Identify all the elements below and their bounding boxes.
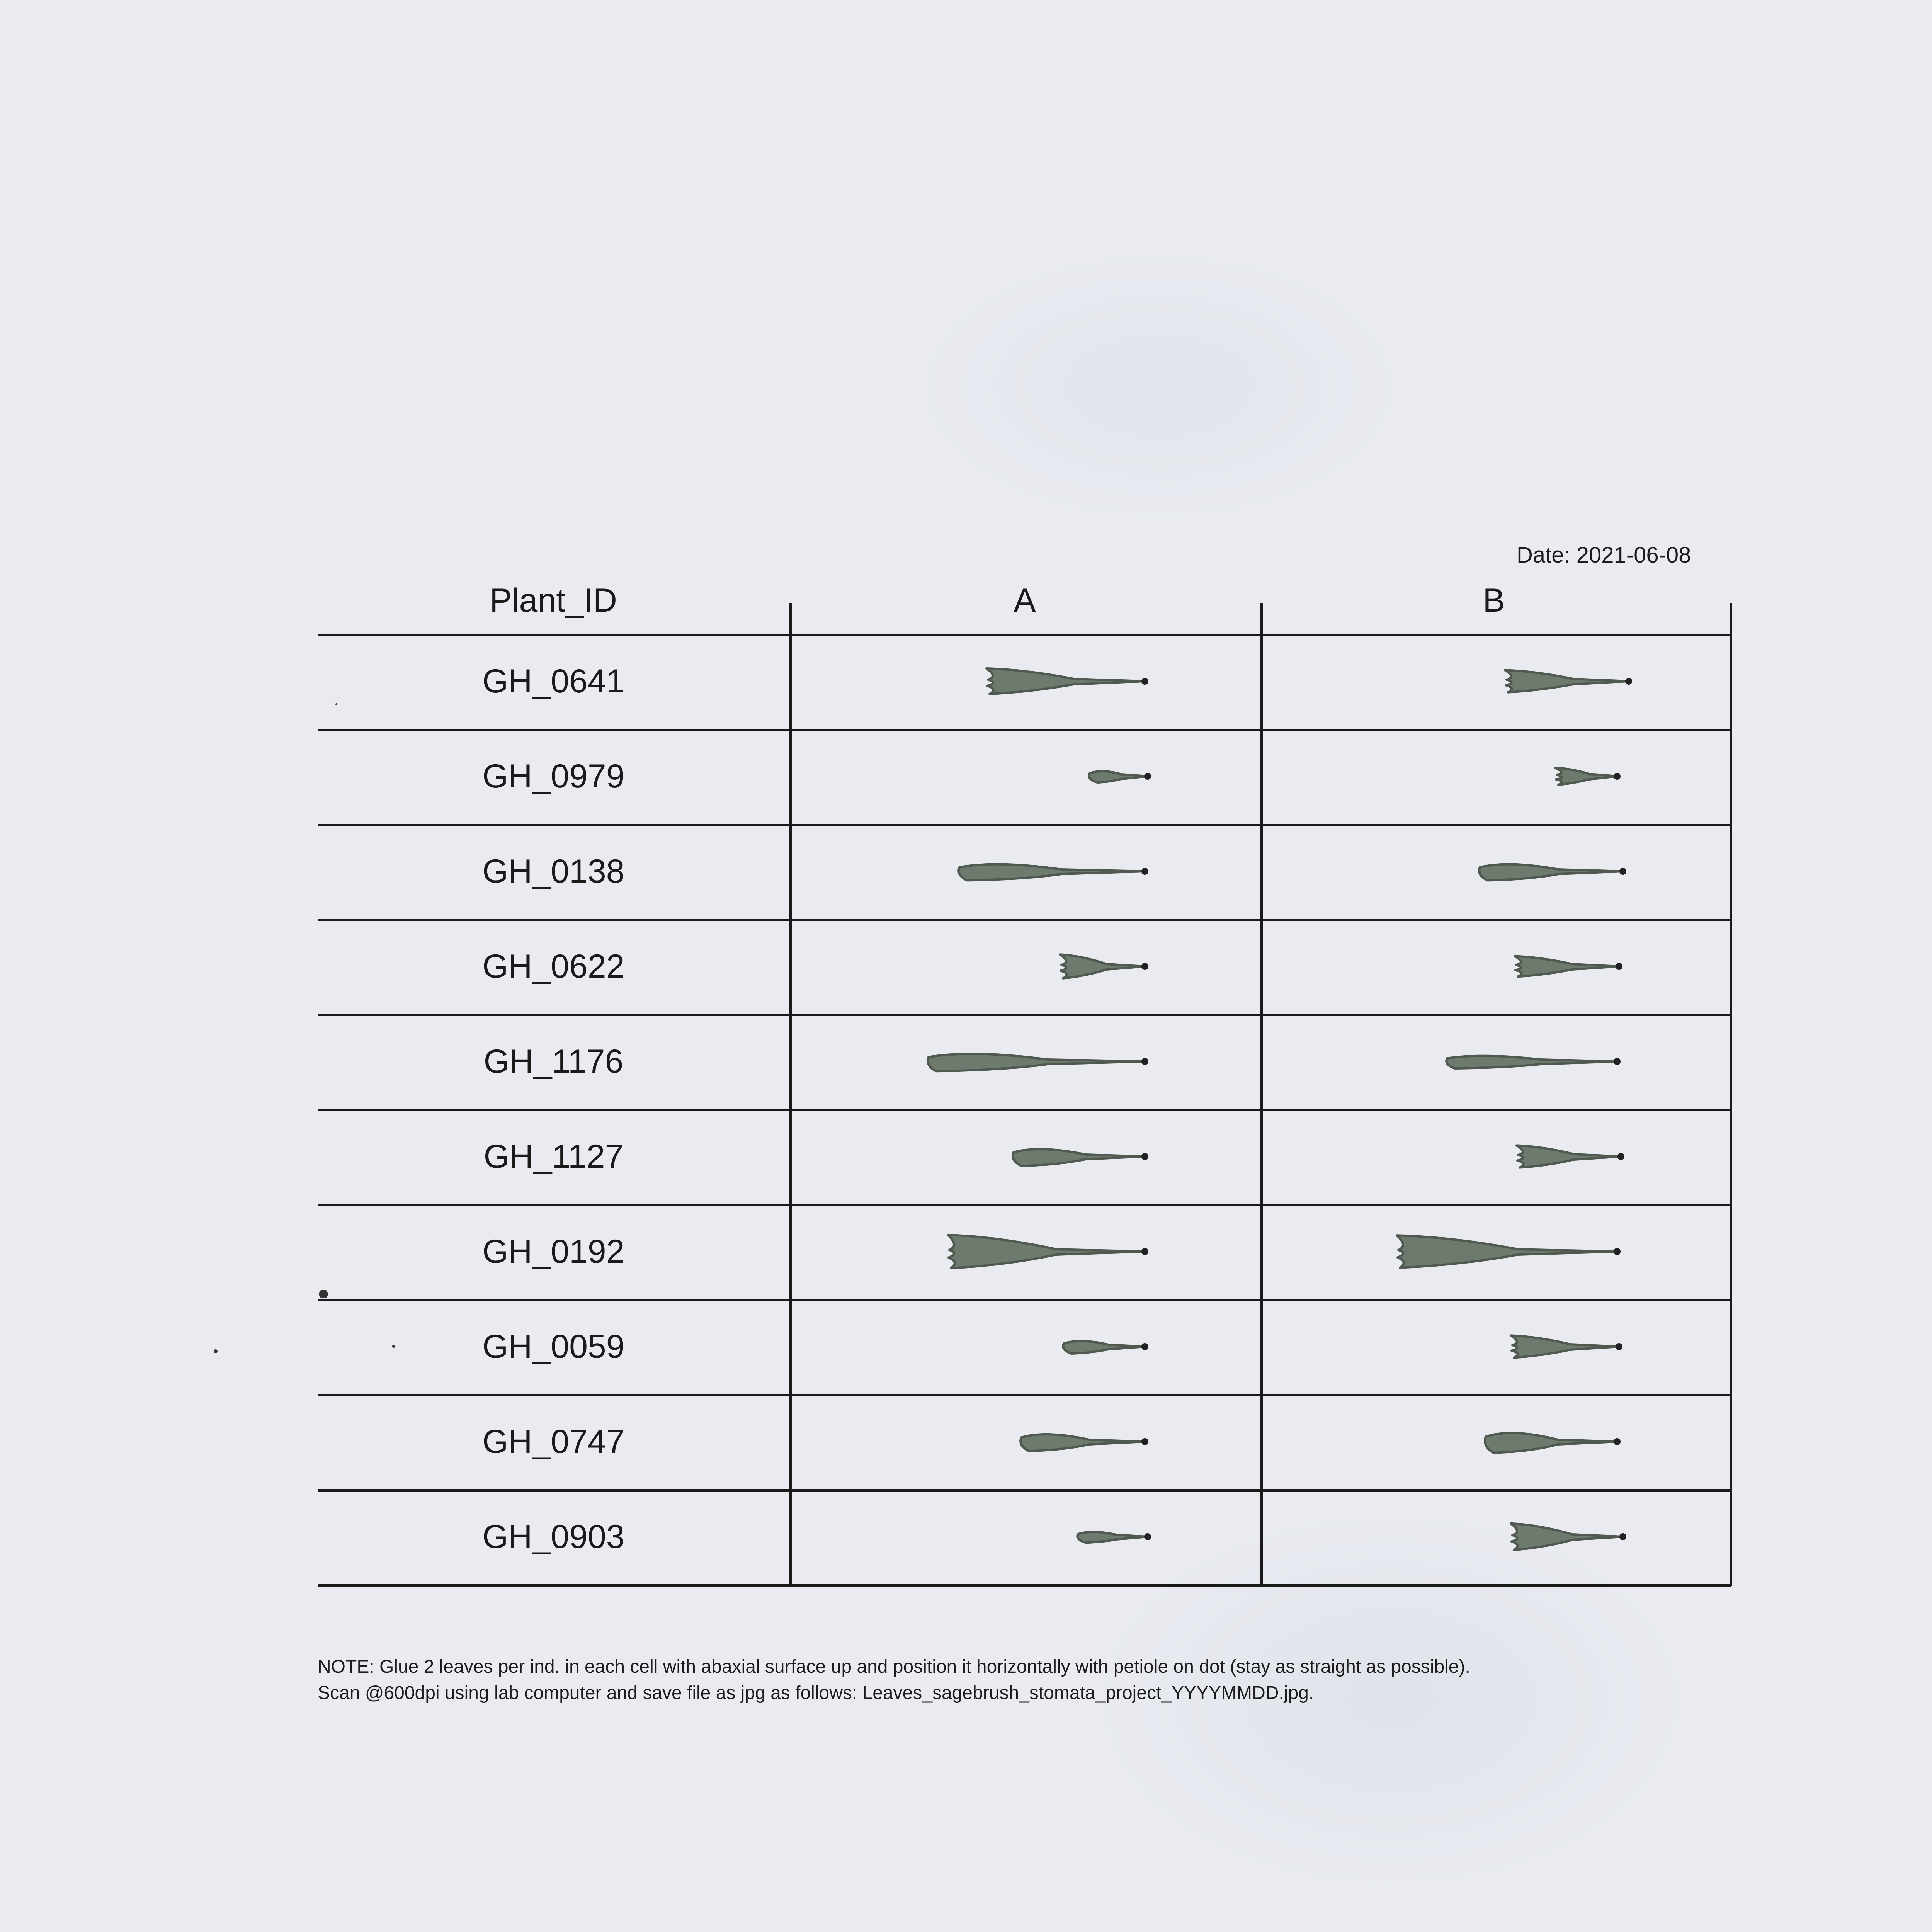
header-col-b: B — [1483, 582, 1505, 619]
leaf-specimen-b — [1260, 1109, 1732, 1204]
plant-id-cell: GH_0747 — [482, 1423, 625, 1460]
leaf-specimen-a — [789, 634, 1261, 729]
leaf-specimen-a — [789, 919, 1261, 1014]
note-text — [318, 1654, 1470, 1706]
leaf-specimen-a — [789, 824, 1261, 919]
header-plant-id: Plant_ID — [490, 582, 617, 619]
leaf-specimen-a — [789, 729, 1261, 824]
leaf-specimen-a — [789, 1299, 1261, 1394]
plant-id-cell: GH_0138 — [482, 852, 625, 890]
leaf-specimen-b — [1260, 1299, 1732, 1394]
leaf-specimen-b — [1260, 919, 1732, 1014]
leaf-specimen-b — [1260, 1204, 1732, 1299]
plant-id-cell: GH_0979 — [482, 757, 625, 795]
leaf-specimen-a — [789, 1014, 1261, 1109]
leaf-specimen-a — [789, 1204, 1261, 1299]
plant-id-cell: GH_1176 — [483, 1043, 624, 1080]
leaf-specimen-b — [1260, 1394, 1732, 1489]
header-col-a: A — [1014, 582, 1036, 619]
date-label: Date: 2021-06-08 — [1517, 543, 1691, 568]
leaf-specimen-b — [1260, 729, 1732, 824]
plant-id-cell: GH_0641 — [482, 662, 625, 700]
leaf-specimen-b — [1260, 1489, 1732, 1584]
leaf-specimen-b — [1260, 634, 1732, 729]
table-row-divider — [318, 1584, 1731, 1587]
note-line-1: NOTE: Glue 2 leaves per ind. in each cell with abaxial surface up and position it horizontally with petiole on dot (stay as straight as possible). — [318, 1656, 1470, 1677]
plant-id-cell: GH_0059 — [482, 1328, 625, 1365]
leaf-specimen-b — [1260, 1014, 1732, 1109]
leaf-specimen-b — [1260, 824, 1732, 919]
leaf-specimen-a — [789, 1394, 1261, 1489]
leaf-specimen-a — [789, 1109, 1261, 1204]
leaf-specimen-a — [789, 1489, 1261, 1584]
plant-id-cell: GH_0903 — [482, 1518, 625, 1555]
scan-speck — [214, 1349, 218, 1353]
plant-id-cell: GH_1127 — [483, 1138, 624, 1175]
plant-id-cell: GH_0622 — [482, 947, 625, 985]
note-line-2: Scan @600dpi using lab computer and save file as jpg as follows: Leaves_sagebrush_stomata_project_YYYYMMDD.jpg. — [318, 1683, 1314, 1703]
plant-id-cell: GH_0192 — [482, 1233, 625, 1270]
